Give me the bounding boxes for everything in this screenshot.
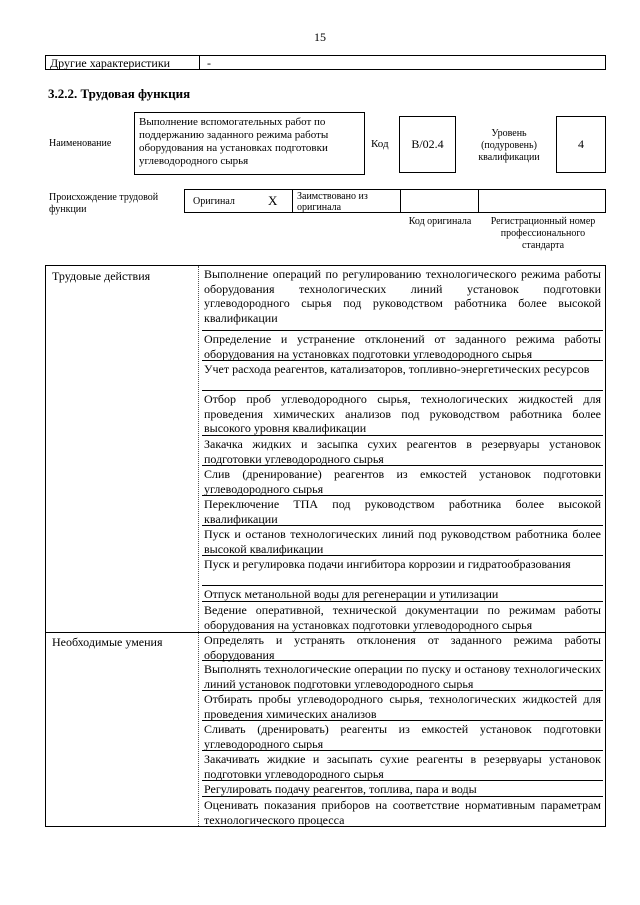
list-item: Определять и устранять отклонения от заданного режима работы оборудования [204, 633, 601, 662]
cell-divider [292, 189, 293, 213]
list-item: Закачка жидких и засыпка сухих реагентов в резервуары установок подготовки углеводородного сырья [204, 437, 601, 466]
list-item: Слив (дренирование) реагентов из емкостей установок подготовки углеводородного сырья [204, 467, 601, 496]
origin-label: Происхождение трудовой функции [49, 192, 159, 215]
function-name-value: Выполнение вспомогательных работ по поддержанию заданного режима работы оборудования на установках подготовки углеводородного сырья [134, 112, 365, 175]
level-label: Уровень (подуровень) квалификации [478, 128, 540, 163]
column-divider [198, 266, 199, 826]
list-item: Выполнять технологические операции по пуску и останову технологических линий установок подготовки углеводородного сырья [204, 662, 601, 691]
list-item: Отпуск метанольной воды для регенерации и утилизации [202, 586, 603, 602]
page-number: 15 [314, 30, 326, 44]
borrowed-label: Заимствовано из оригинала [297, 191, 368, 213]
list-item: Ведение оперативной, технической документации по режимам работы оборудования на установках подготовки углеводородного сырья [204, 603, 601, 632]
list-item: Учет расхода реагентов, катализаторов, топливно-энергетических ресурсов [202, 361, 603, 391]
other-characteristics-row [45, 55, 606, 70]
level-value: 4 [556, 116, 606, 173]
name-label: Наименование [49, 138, 112, 149]
required-skills-title: Необходимые умения [52, 635, 163, 649]
origin-table [184, 189, 606, 213]
list-item: Отбор проб углеводородного сырья, технологических жидкостей для проведения химических анализов под руководством работника более высокого уровня квалификации [204, 392, 601, 435]
list-item: Регулировать подачу реагентов, топлива, пара и воды [202, 781, 603, 797]
list-item: Закачивать жидкие и засыпать сухие реагенты в резервуары установок подготовки углеводородного сырья [204, 752, 601, 781]
cell-divider [478, 189, 479, 213]
list-item: Сливать (дренировать) реагенты из емкостей установок подготовки углеводородного сырья [204, 722, 601, 751]
registration-number-caption: Регистрационный номер профессионального стандарта [490, 216, 596, 251]
list-item: Пуск и останов технологических линий под руководством работника более высокой квалификации [204, 527, 601, 556]
list-item: Выполнение операций по регулированию технологического режима работы оборудования технологических линий установок подготовки углеводородного сырья под руководством работника более высокой квалификации [202, 266, 603, 331]
other-characteristics-value: - [207, 56, 211, 70]
code-original-caption: Код оригинала [408, 216, 472, 227]
other-characteristics-label: Другие характеристики [50, 56, 171, 70]
code-label: Код [371, 138, 389, 150]
list-item: Переключение ТПА под руководством работника более высокой квалификации [204, 497, 601, 526]
list-item: Определение и устранение отклонений от заданного режима работы оборудования на установках подготовки углеводородного сырья [204, 332, 601, 361]
list-item: Пуск и регулировка подачи ингибитора коррозии и гидратообразования [202, 556, 603, 586]
original-mark: X [268, 193, 278, 208]
function-details-table [45, 265, 606, 827]
section-title: 3.2.2. Трудовая функция [48, 86, 191, 101]
cell-divider [199, 55, 200, 70]
list-item: Отбирать пробы углеводородного сырья, технологических жидкостей для проведения химических анализов [204, 692, 601, 721]
function-code-value: B/02.4 [399, 116, 456, 173]
list-item: Оценивать показания приборов на соответствие нормативным параметрам технологического процесса [204, 798, 601, 827]
labor-actions-title: Трудовые действия [52, 269, 151, 283]
original-label: Оригинал [193, 196, 235, 207]
cell-divider [400, 189, 401, 213]
